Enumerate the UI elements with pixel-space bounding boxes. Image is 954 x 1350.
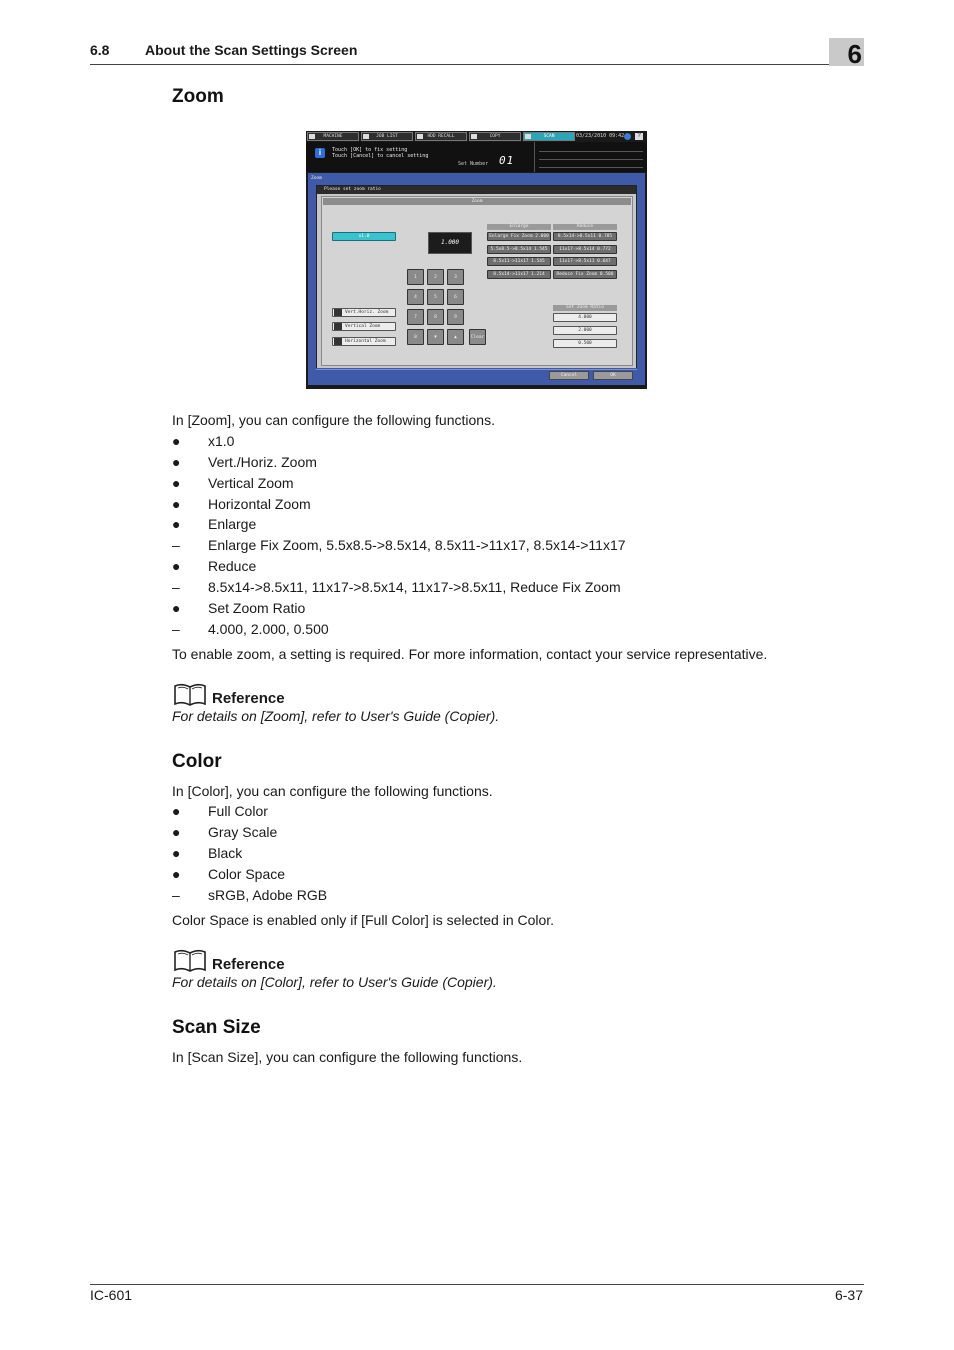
tab-machine[interactable]: MACHINE: [307, 132, 359, 141]
color-intro: In [Color], you can configure the following functions.: [172, 783, 493, 799]
zoom-intro: In [Zoom], you can configure the following functions.: [172, 412, 495, 428]
screen-footer-line: [316, 369, 637, 370]
horizontal-zoom-icon: [334, 338, 342, 345]
set-zoom-button[interactable]: 2.000: [553, 326, 617, 335]
keypad-key[interactable]: 7: [407, 309, 424, 325]
set-zoom-header: Set Zoom Ratio: [553, 305, 617, 311]
color-reference-title: Reference: [212, 956, 285, 973]
footer-page-number: 6-37: [834, 1287, 863, 1303]
message-line-1: Touch [OK] to fix setting: [332, 147, 408, 153]
help-icon[interactable]: ?: [635, 133, 643, 140]
status-icon: [624, 133, 631, 140]
datetime: 03/23/2010 09:42: [576, 133, 625, 139]
enlarge-button[interactable]: Enlarge Fix Zoom 2.000: [487, 232, 551, 241]
reduce-header: Reduce: [553, 224, 617, 230]
zoom-readout-value: 1.000: [440, 239, 460, 246]
set-number-label: Set Number: [458, 161, 489, 167]
cancel-button[interactable]: Cancel: [549, 371, 589, 380]
hdd-icon: [417, 134, 423, 139]
list-icon: [363, 134, 369, 139]
zoom-heading: Zoom: [172, 86, 224, 107]
zoom-panel-title: Zoom: [471, 199, 483, 204]
copy-icon: [471, 134, 477, 139]
keypad-key[interactable]: 2: [427, 269, 444, 285]
decrease-key[interactable]: ▼: [427, 329, 444, 345]
dialog-prompt: Please set zoom ratio: [324, 187, 381, 192]
tab-copy[interactable]: COPY: [469, 132, 521, 141]
enlarge-button[interactable]: 8.5x14->11x17 1.214: [487, 270, 551, 279]
footer-rule: [90, 1284, 864, 1285]
header-rule: [90, 64, 864, 65]
vert-horiz-zoom-button[interactable]: Vert.Horiz. Zoom: [332, 308, 396, 317]
section-title: About the Scan Settings Screen: [145, 42, 358, 58]
enlarge-button[interactable]: 5.5x8.5->8.5x14 1.545: [487, 245, 551, 254]
keypad-key[interactable]: 3: [447, 269, 464, 285]
vertical-zoom-button[interactable]: Vertical Zoom: [332, 322, 396, 331]
ok-button[interactable]: OK: [593, 371, 633, 380]
keypad-key[interactable]: 8: [427, 309, 444, 325]
vert-horiz-zoom-icon: [334, 309, 342, 316]
reduce-button[interactable]: Reduce Fix Zoom 0.500: [553, 270, 617, 279]
footer-model: IC-601: [90, 1287, 133, 1303]
color-note: Color Space is enabled only if [Full Color] is selected in Color.: [172, 912, 555, 928]
keypad-key[interactable]: 4: [407, 289, 424, 305]
zoom-screen-screenshot: [306, 131, 647, 389]
book-icon: [173, 949, 207, 973]
zoom-reference-title: Reference: [212, 690, 285, 707]
status-meter: [535, 142, 647, 172]
message-line-2: Touch [Cancel] to cancel setting: [332, 153, 429, 159]
increase-key[interactable]: ▲: [447, 329, 464, 345]
tab-hdd-recall[interactable]: HDD RECALL: [415, 132, 467, 141]
enlarge-button[interactable]: 8.5x11->11x17 1.545: [487, 257, 551, 266]
color-reference-text: For details on [Color], refer to User's Guide (Copier).: [172, 974, 497, 990]
reduce-button[interactable]: 11x17->8.5x14 0.772: [553, 245, 617, 254]
screen-label: Zoom: [311, 176, 322, 181]
reduce-button[interactable]: 11x17->8.5x11 0.647: [553, 257, 617, 266]
keypad-key[interactable]: 1: [407, 269, 424, 285]
tab-scan[interactable]: SCAN: [523, 132, 575, 141]
horizontal-zoom-button[interactable]: Horizontal Zoom: [332, 337, 396, 346]
set-number-value: 01: [499, 154, 515, 167]
zoom-reference-text: For details on [Zoom], refer to User's Guide (Copier).: [172, 708, 500, 724]
zoom-note: To enable zoom, a setting is required. For more information, contact your service representative.: [172, 646, 768, 662]
machine-icon: [309, 134, 315, 139]
keypad-key[interactable]: 9: [447, 309, 464, 325]
keypad-key[interactable]: 0: [407, 329, 424, 345]
color-heading: Color: [172, 751, 222, 772]
reduce-button[interactable]: 8.5x14->8.5x11 0.785: [553, 232, 617, 241]
clear-key[interactable]: Clear: [469, 329, 486, 345]
set-zoom-button[interactable]: 4.000: [553, 313, 617, 322]
vertical-zoom-icon: [334, 323, 342, 330]
info-icon: i: [315, 148, 325, 158]
x1-button[interactable]: x1.0: [332, 232, 396, 241]
set-zoom-button[interactable]: 0.500: [553, 339, 617, 348]
keypad-key[interactable]: 5: [427, 289, 444, 305]
book-icon: [173, 683, 207, 707]
scan-size-intro: In [Scan Size], you can configure the following functions.: [172, 1049, 523, 1065]
scan-size-heading: Scan Size: [172, 1017, 261, 1038]
tab-job-list[interactable]: JOB LIST: [361, 132, 413, 141]
enlarge-header: Enlarge: [487, 224, 551, 230]
chapter-tab: 6: [829, 38, 864, 66]
scan-icon: [525, 134, 531, 139]
keypad-key[interactable]: 6: [447, 289, 464, 305]
section-number: 6.8: [90, 42, 110, 58]
